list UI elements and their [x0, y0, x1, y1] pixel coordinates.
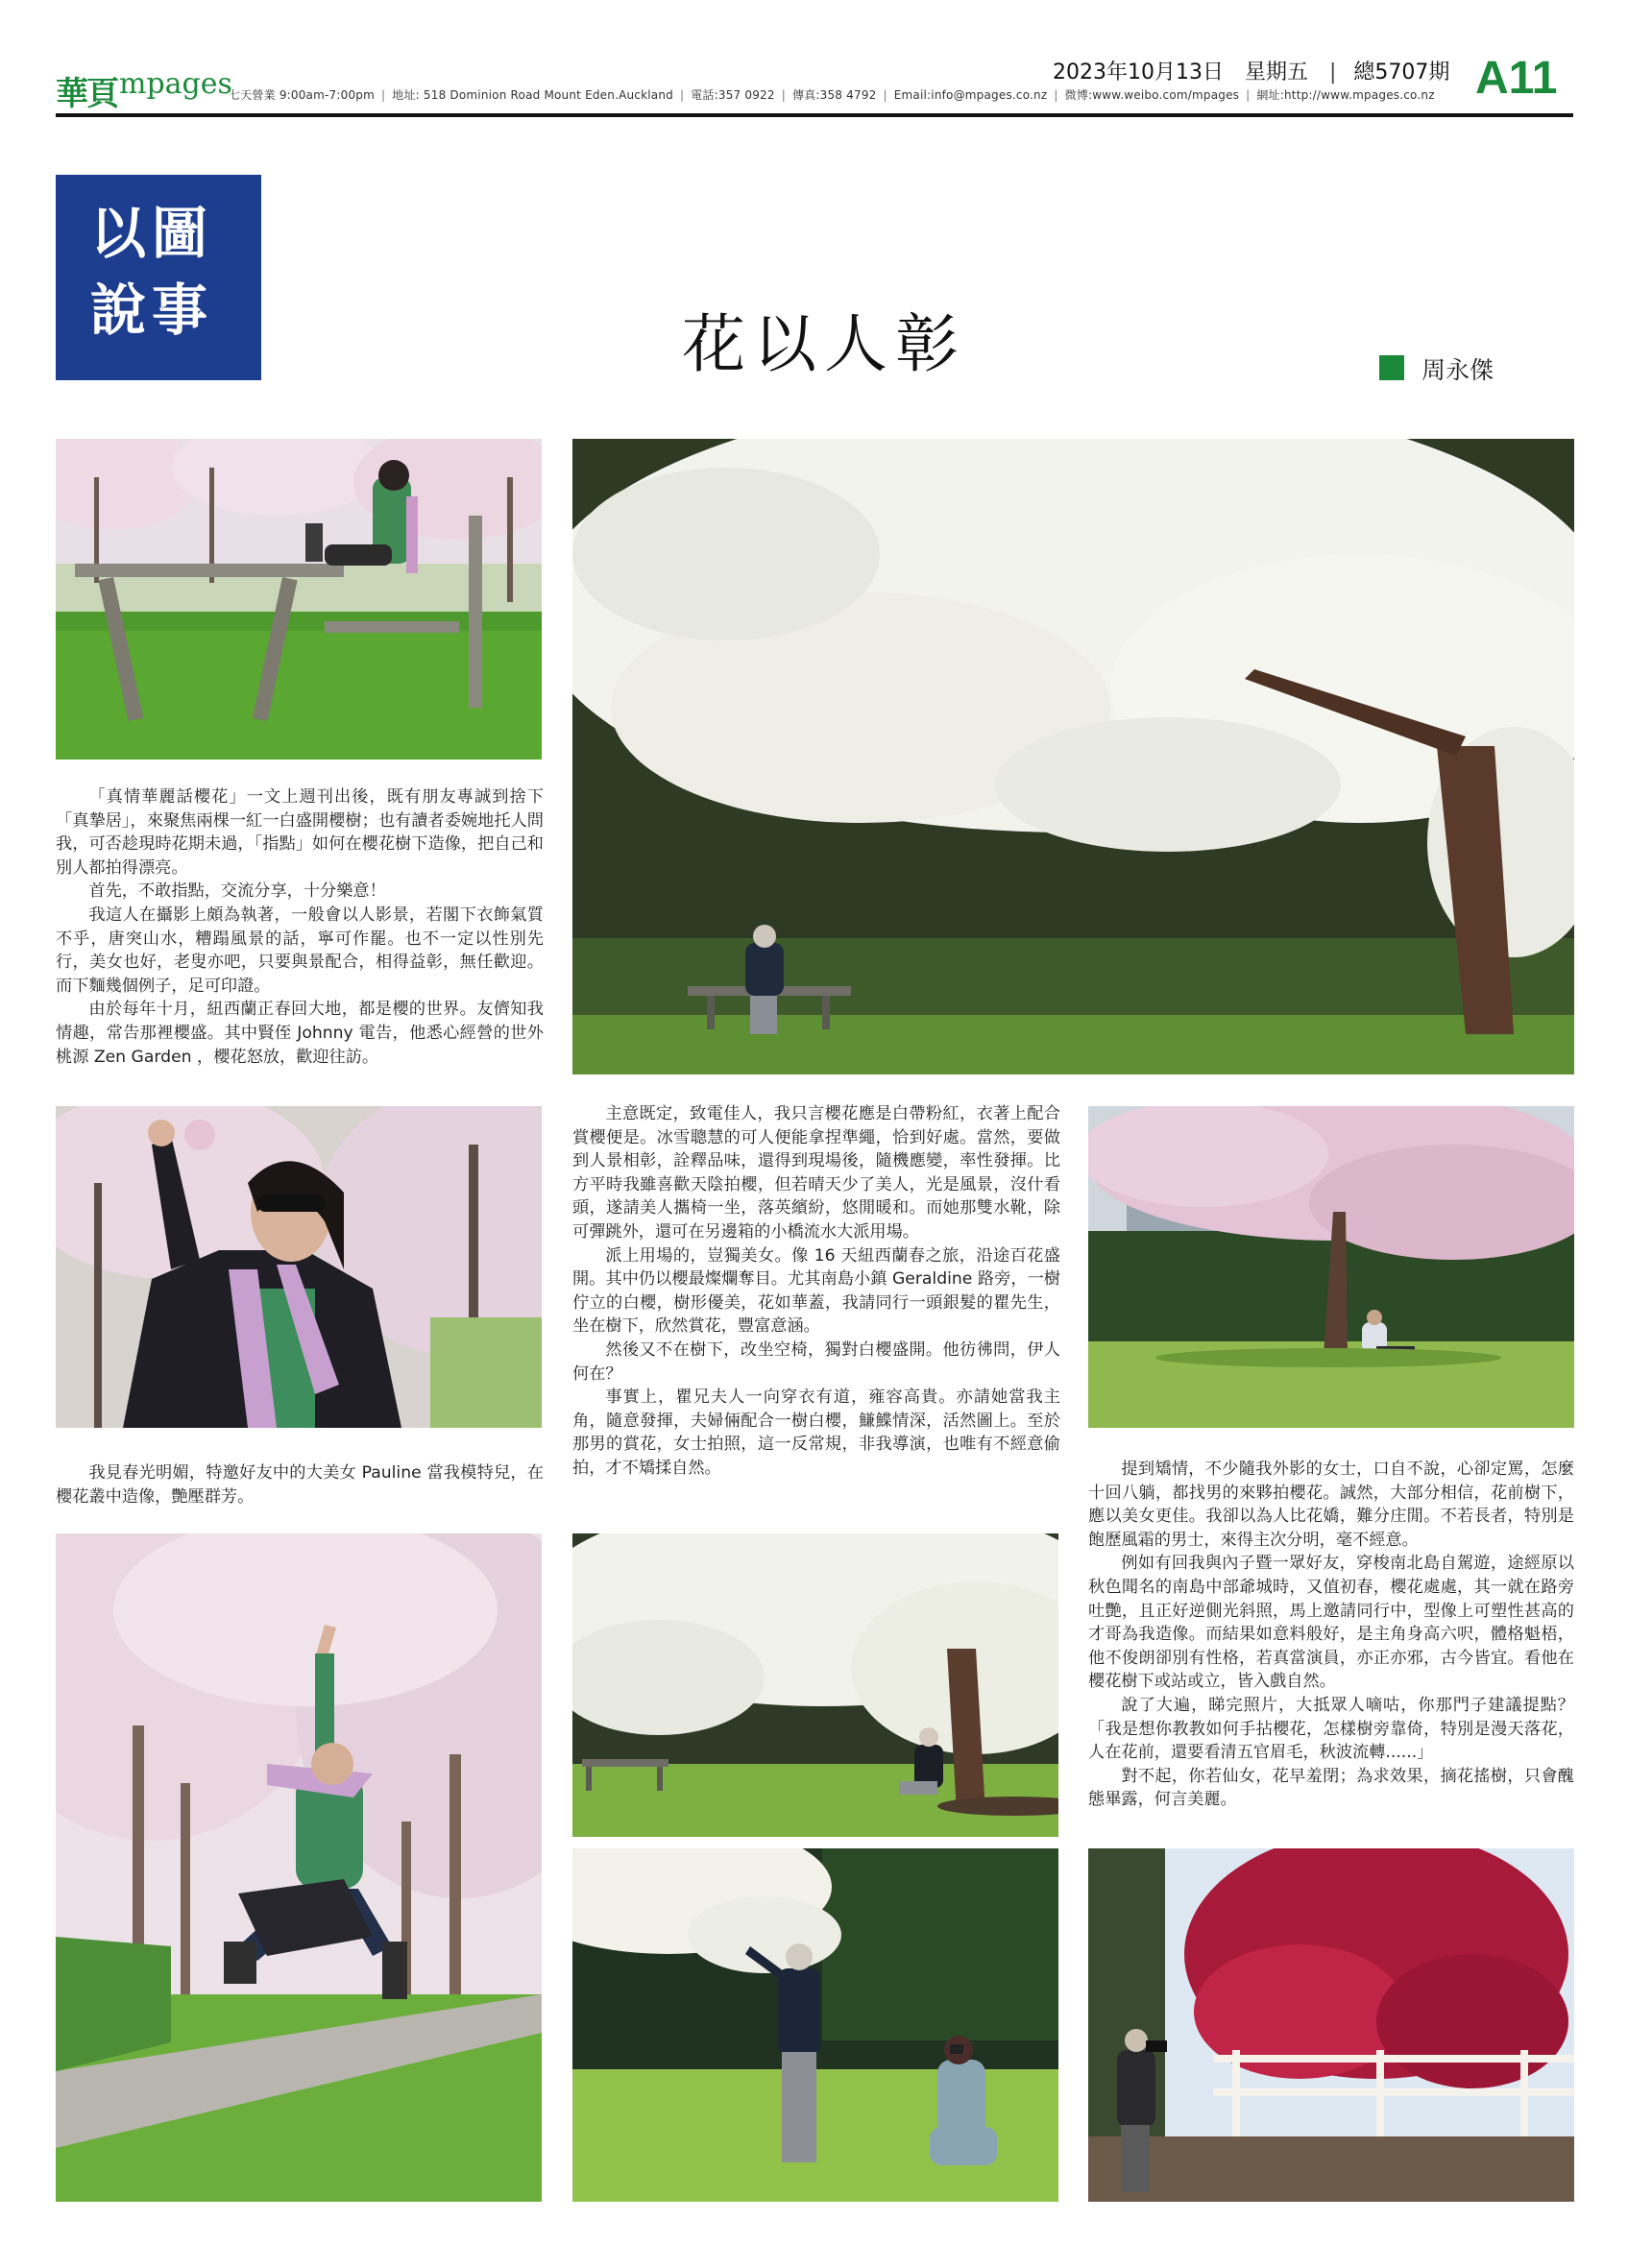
header-hours: 七天營業 9:00am-7:00pm: [229, 88, 375, 102]
article-text-col3: [1088, 1458, 1574, 1812]
photo-woman-jumping: [56, 1533, 542, 2202]
photo-couple-photographing: [572, 1848, 1058, 2202]
header-weekday: 星期五: [1244, 60, 1308, 84]
header-fax: 傳真:358 4792: [791, 88, 877, 102]
photo-man-sitting-under-tree: [572, 1533, 1058, 1837]
photo-pink-tree-man-sitting: [1088, 1106, 1574, 1428]
header-address: 地址: 518 Dominion Road Mount Eden.Auckland: [392, 88, 673, 102]
article-text-col1b: [56, 1461, 544, 1508]
paragraph: 事實上，瞿兄夫人一向穿衣有道，雍容高貴。亦請她當我主角，隨意發揮，夫婦倆配合一樹白櫻，鰜鰈情深，活然圖上。至於那男的賞花，女士拍照，這一反常規，非我導演，也唯有不經意偷拍，才不矯揉自然。: [572, 1387, 1060, 1478]
header-dateline: 2023年10月13日 星期五 | 總5707期: [1053, 60, 1450, 84]
paragraph: 我這人在攝影上頗為執著，一般會以人影景，若閣下衣飾氣質不乎，唐突山水，糟蹋風景的話，寧可作罷。也不一定以性別先行，美女也好，老叟亦吧，只要與景配合，相得益彰，無任歡迎。而下麵幾個例子，足可印證。: [56, 905, 544, 996]
column-badge-line1: 以圖: [90, 201, 214, 266]
paragraph: 由於每年十月，紐西蘭正春回大地，都是櫻的世界。友儕知我情趣，常告那裡櫻盛。其中賢侄 Johnny 電告，他悉心經營的世外桃源 Zen Garden ，櫻花怒放，歡迎往訪。: [56, 1000, 544, 1067]
paragraph: 說了大遍，睇完照片，大抵眾人嘀咕，你那門子建議提點？「我是想你教教如何手拈櫻花，怎樣樹旁靠倚，特別是漫天落花，人在花前，還要看清五官眉毛，秋波流轉......」: [1088, 1695, 1574, 1763]
photo-woman-reaching-blossom: [56, 1106, 542, 1428]
author-marker: [1379, 355, 1404, 380]
photo-red-tree-photographer: [1088, 1848, 1574, 2202]
column-badge: [56, 175, 261, 380]
header-phone: 電話:357 0922: [691, 88, 775, 102]
header-contact-info: 七天營業 9:00am-7:00pm | 地址: 518 Dominion Road Mount Eden.Auckland | 電話:357 0922 | 傳真:358 4792 | Email:info@mpages.co.nz | 微博:www.weibo.com/mpages | 網址:http://www.mpages.co.nz: [229, 88, 1435, 102]
photo-white-cherry-tree-man-bench: [572, 439, 1574, 1074]
header-issue: 總5707期: [1353, 60, 1450, 84]
article-author: 周永傑: [1421, 356, 1494, 384]
photo-woman-at-picnic-table: [56, 439, 542, 760]
paragraph: 提到矯情，不少隨我外影的女士，口自不說，心卻定罵，怎麼十回八躺，都找男的來夥拍櫻花。誠然，大部分相信，花前樹下，應以美女更佳。我卻以為人比花嬌，難分庄閒。不若長者，特別是飽歷風霜的男士，來得主次分明，毫不經意。: [1088, 1460, 1574, 1550]
article-text-col2: [572, 1102, 1060, 1481]
header-website: 網址:http://www.mpages.co.nz: [1256, 88, 1435, 102]
paragraph: 主意既定，致電佳人，我只言櫻花應是白帶粉紅，衣著上配合賞櫻便是。冰雪聰慧的可人便能拿捏準繩，恰到好處。當然，要做到人景相彰，詮釋品味，還得到現場後，隨機應變，率性發揮。比方平時我雖喜歡天陰拍櫻，但若晴天少了美人，光是風景，沒什看頭，遂請美人攜椅一坐，落英繽紛，悠閒暖和。而她那雙水靴，除可彈跳外，還可在另邊箱的小橋流水大派用場。: [572, 1104, 1060, 1242]
paragraph: 我見春光明媚，特邀好友中的大美女 Pauline 當我模特兒，在櫻花叢中造像，艷壓群芳。: [56, 1463, 544, 1507]
paragraph: 對不起，你若仙女，花早羞閉；為求效果，摘花搖樹，只會醜態畢露，何言美麗。: [1088, 1766, 1574, 1810]
article-title: 花以人彰: [682, 307, 966, 381]
article-text-col1: [56, 785, 544, 1069]
paragraph: 「真情華麗話櫻花」一文上週刊出後，既有朋友專誠到捨下「真摯居」，來聚焦兩棵一紅一白盛開櫻樹；也有讀者委婉地托人問我，可否趁現時花期未過，「指點」如何在櫻花樹下造像，把自己和別人都拍得漂亮。: [56, 787, 544, 878]
paragraph: 首先，不敢指點，交流分享，十分樂意！: [88, 881, 386, 902]
logo-wordmark: mpages: [119, 67, 232, 101]
header-weibo: 微博:www.weibo.com/mpages: [1064, 88, 1240, 102]
column-badge-line2: 說事: [90, 277, 214, 343]
header-email: Email:info@mpages.co.nz: [893, 88, 1048, 102]
paragraph: 派上用場的，豈獨美女。像 16 天紐西蘭春之旅，沿途百花盛開。其中仍以櫻最燦爛奪目。尤其南島小鎮 Geraldine 路旁，一樹佇立的白櫻，樹形優美，花如華蓋，我請同行一頭銀髮的瞿先生，坐在樹下，欣然賞花，豐富意涵。: [572, 1245, 1060, 1337]
header-rule: [56, 113, 1573, 117]
page-number: A11: [1475, 53, 1558, 104]
paragraph: 然後又不在樹下，改坐空椅，獨對白櫻盛開。他彷彿問，伊人何在？: [572, 1339, 1060, 1384]
paragraph: 例如有回我與內子暨一眾好友，穿梭南北島自駕遊，途經原以秋色聞名的南島中部爺城時，又值初春，櫻花處處，其一就在路旁吐艷，且正好逆側光斜照，馬上邀請同行中，型像上可塑性甚高的才哥為我造像。而結果如意料般好，是主角身高六呎，體格魁梧，他不俊朗卻別有性格，若真當演員，亦正亦邪，古今皆宜。看他在櫻花樹下或站或立，皆入戲自然。: [1088, 1554, 1574, 1692]
header-date: 2023年10月13日: [1053, 60, 1224, 84]
logo-mark: 華頁: [56, 75, 117, 113]
